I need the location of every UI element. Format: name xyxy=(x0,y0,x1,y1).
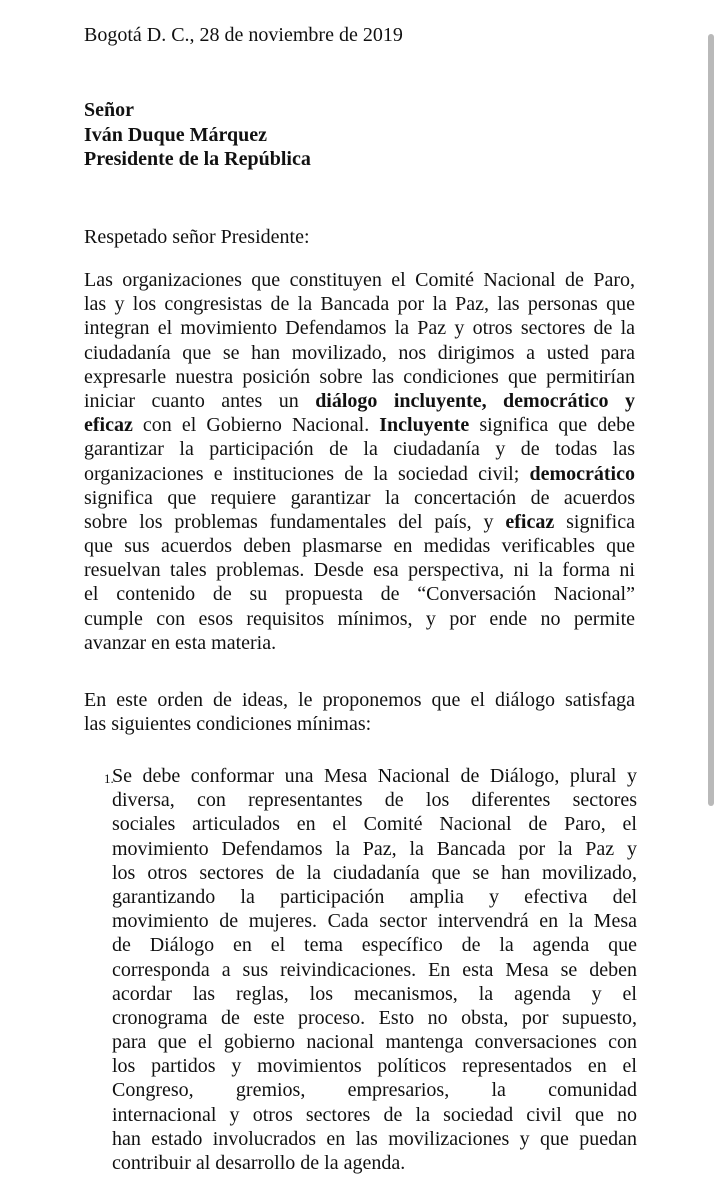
text-line xyxy=(84,510,635,534)
text-line: Las organizaciones que constituyen el Comité Nacional de Paro, xyxy=(84,269,635,291)
text-line: diversa, con representantes de los diferentes sectores xyxy=(112,789,637,812)
text-line: las siguientes condiciones mínimas: xyxy=(84,713,372,736)
text-line: cronograma de este proceso. Esto no obsta, por supuesto, xyxy=(112,1006,637,1029)
paragraph-intro xyxy=(84,268,635,655)
letter-date: Bogotá D. C., 28 de noviembre de 2019 xyxy=(84,24,403,46)
text-line: corresponda a sus reivindicaciones. En esta Mesa se deben xyxy=(112,958,637,981)
text-line: los partidos y movimientos políticos representados en el xyxy=(112,1055,637,1078)
text-line: resuelvan tales problemas. Desde esa perspectiva, ni la forma ni xyxy=(84,559,635,582)
text-line: para que el gobierno nacional mantenga conversaciones con xyxy=(112,1031,637,1054)
text-line xyxy=(84,413,635,437)
text-line: Se debe conformar una Mesa Nacional de Diálogo, plural y xyxy=(112,765,637,787)
text-line: acordar las reglas, los mecanismos, la agenda y el xyxy=(112,982,637,1005)
text-line: garantizando la participación amplia y efectiva del xyxy=(112,885,637,908)
text-line: ciudadanía que se han movilizado, nos dirigimos a usted para xyxy=(84,341,635,364)
text-line xyxy=(84,462,635,486)
text-line: expresarle nuestra posición sobre las condiciones que permitirían xyxy=(84,365,635,388)
text-line: que sus acuerdos deben plasmarse en medidas verificables que xyxy=(84,535,635,558)
text-line: el contenido de su propuesta de “Conversación Nacional” xyxy=(84,583,635,606)
text-line: avanzar en esta materia. xyxy=(84,631,277,654)
text-segment: organizaciones e instituciones de la sociedad civil; xyxy=(84,462,530,485)
text-segment: con el Gobierno Nacional. xyxy=(132,414,380,437)
text-line xyxy=(84,389,635,413)
text-line: Congreso, gremios, empresarios, la comunidad xyxy=(112,1079,637,1102)
text-line: han estado involucrados en las movilizaciones y que puedan xyxy=(112,1127,637,1150)
recipient-position: Presidente de la República xyxy=(84,148,311,170)
paragraph-conditions-intro xyxy=(84,688,635,736)
text-line: de Diálogo en el tema específico de la agenda que xyxy=(112,934,637,957)
scrollbar-thumb[interactable] xyxy=(708,34,714,806)
text-line: integran el movimiento Defendamos la Paz y otros sectores de la xyxy=(84,317,635,340)
recipient-name: Iván Duque Márquez xyxy=(84,123,267,146)
text-line: contribuir al desarrollo de la agenda. xyxy=(112,1152,406,1174)
list-number: 1. xyxy=(104,771,114,786)
salutation: Respetado señor Presidente: xyxy=(84,226,310,248)
bold-term: Incluyente xyxy=(379,414,470,437)
text-line: En este orden de ideas, le proponemos que el diálogo satisfaga xyxy=(84,689,635,711)
text-line: las y los congresistas de la Bancada por la Paz, las personas que xyxy=(84,293,635,316)
text-line: movimiento Defendamos la Paz, la Bancada por la Paz y xyxy=(112,837,637,860)
bold-term: eficaz xyxy=(84,414,133,437)
text-segment: significa que debe xyxy=(469,414,635,437)
bold-term: democrático xyxy=(529,462,635,485)
recipient-block xyxy=(84,98,311,172)
text-segment: iniciar cuanto antes un xyxy=(84,389,316,412)
text-line: sociales articulados en el Comité Nacional de Paro, el xyxy=(112,813,637,836)
text-line: significa que requiere garantizar la concertación de acuerdos xyxy=(84,486,635,509)
conditions-list-item-1 xyxy=(104,764,637,1175)
text-line: movimiento de mujeres. Cada sector intervendrá en la Mesa xyxy=(112,910,637,933)
text-line: garantizar la participación de la ciudadanía y de todas las xyxy=(84,438,635,461)
text-line: los otros sectores de la ciudadanía que se han movilizado, xyxy=(112,861,637,884)
text-segment: significa xyxy=(554,510,635,533)
text-line: internacional y otros sectores de la sociedad civil que no xyxy=(112,1103,637,1126)
text-line: cumple con esos requisitos mínimos, y por ende no permite xyxy=(84,607,635,630)
recipient-title: Señor xyxy=(84,99,134,121)
text-segment: sobre los problemas fundamentales del país, y xyxy=(84,510,506,533)
bold-term: eficaz xyxy=(505,510,555,533)
bold-term: diálogo incluyente, democrático y xyxy=(315,389,635,412)
